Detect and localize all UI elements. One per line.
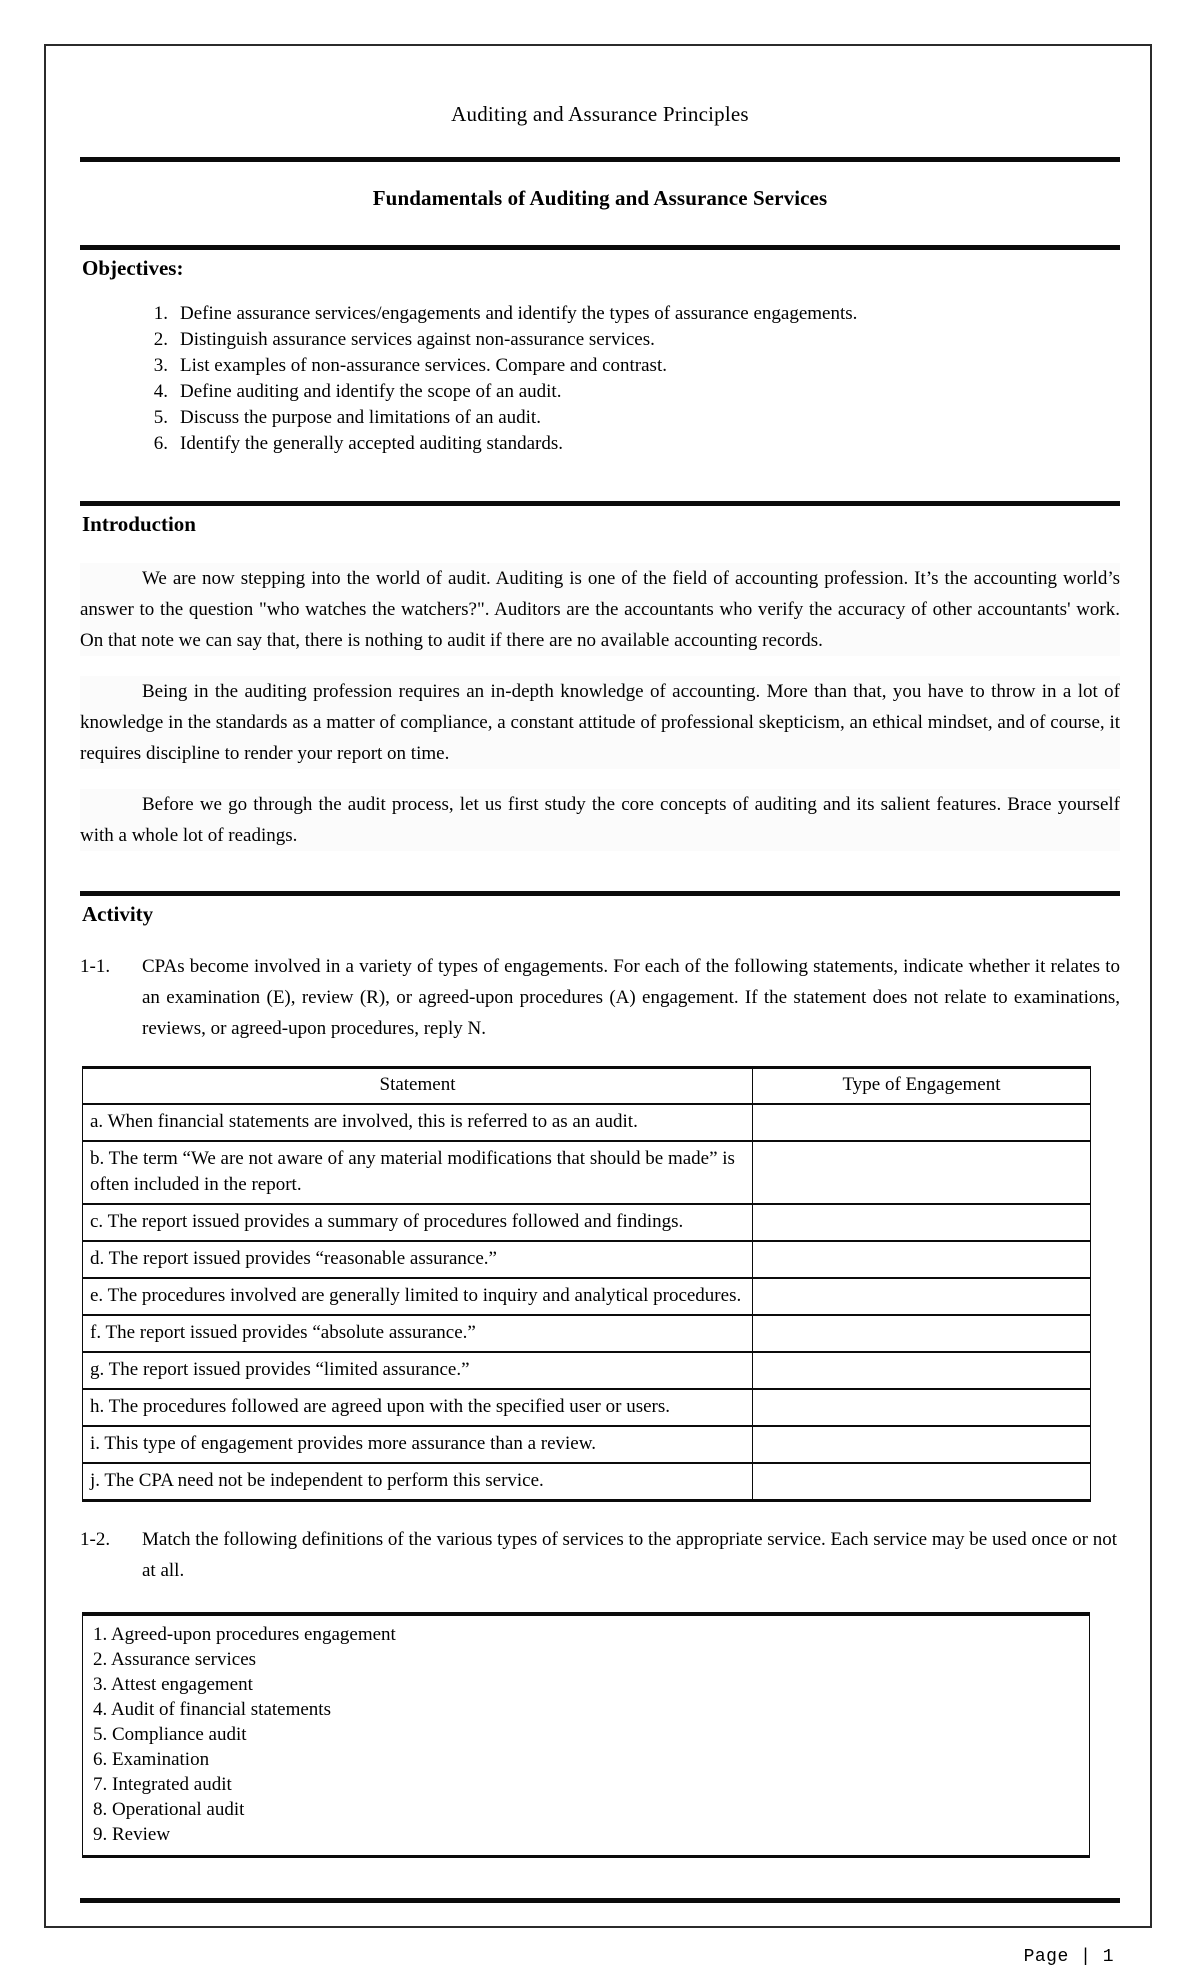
- statement-cell: d. The report issued provides “reasonable assurance.”: [83, 1241, 753, 1278]
- list-number: 2.: [153, 329, 168, 350]
- table-header-row: [83, 1068, 1091, 1105]
- table-row: [83, 1426, 1091, 1463]
- statement-cell: e. The procedures involved are generally limited to inquiry and analytical procedures.: [83, 1278, 753, 1315]
- answer-cell[interactable]: [753, 1389, 1091, 1426]
- answer-cell[interactable]: [753, 1278, 1091, 1315]
- page-content: [80, 94, 1120, 1967]
- statement-cell: b. The term “We are not aware of any material modifications that should be made” is often included in the report.: [83, 1141, 753, 1204]
- list-item: 1. Agreed-upon procedures engagement: [93, 1624, 396, 1645]
- answer-cell[interactable]: [753, 1141, 1091, 1204]
- page-number: Page | 1: [1023, 1947, 1114, 1967]
- list-number: 5.: [153, 407, 168, 428]
- table-row: [83, 1315, 1091, 1352]
- table-row: [83, 1241, 1091, 1278]
- list-text: Discuss the purpose and limitations of an audit.: [180, 407, 541, 428]
- answer-cell[interactable]: [753, 1104, 1091, 1141]
- list-item: 2. Assurance services: [93, 1649, 257, 1670]
- list-number: 4.: [153, 381, 168, 402]
- list-number: 3.: [153, 355, 168, 376]
- list-item: 5. Compliance audit: [93, 1724, 247, 1745]
- answer-cell[interactable]: [753, 1352, 1091, 1389]
- list-item: 9. Review: [93, 1824, 171, 1845]
- table-row: [83, 1104, 1091, 1141]
- activity-number: 1-1.: [80, 956, 111, 977]
- page-border: [44, 44, 1152, 1967]
- list-number: 1.: [153, 303, 168, 324]
- list-item: [138, 431, 1120, 457]
- column-header-statement: Statement: [83, 1068, 753, 1105]
- activity-text: Match the following definitions of the various types of services to the appropriate service. Each service may be used once or not at all.: [142, 1529, 1118, 1581]
- statement-cell: j. The CPA need not be independent to perform this service.: [83, 1463, 753, 1501]
- intro-paragraph-1: We are now stepping into the world of audit. Auditing is one of the field of accounting profession. It’s the accounting world’s answer to the question "who watches the watchers?". Auditors are the accountants who verify the accuracy of other accountants' work. On that note we can say that, there is nothing to audit if there are no available accounting records.: [80, 563, 1120, 656]
- list-item: [138, 301, 1120, 327]
- activity-text: CPAs become involved in a variety of types of engagements. For each of the following statements, indicate whether it relates to an examination (E), review (R), or agreed-upon procedures (A) engagement. If the statement does not relate to examinations, reviews, or agreed-upon procedures, reply N.: [142, 956, 1120, 1039]
- intro-paragraph-3: Before we go through the audit process, let us first study the core concepts of auditing and its salient features. Brace yourself with a whole lot of readings.: [80, 789, 1120, 851]
- list-text: Distinguish assurance services against non-assurance services.: [180, 329, 655, 350]
- activity-item-1-1: [80, 951, 1120, 1044]
- statement-cell: f. The report issued provides “absolute assurance.”: [83, 1315, 753, 1352]
- statement-cell: g. The report issued provides “limited assurance.”: [83, 1352, 753, 1389]
- table-row: [83, 1389, 1091, 1426]
- list-number: 6.: [153, 433, 168, 454]
- list-item: 6. Examination: [93, 1749, 210, 1770]
- objectives-heading: Objectives:: [82, 256, 184, 280]
- activity-item-1-2: [80, 1524, 1120, 1586]
- document-title: Fundamentals of Auditing and Assurance Services: [372, 186, 828, 210]
- table-row: [83, 1278, 1091, 1315]
- statement-cell: c. The report issued provides a summary of procedures followed and findings.: [83, 1204, 753, 1241]
- introduction-heading: Introduction: [82, 512, 196, 536]
- list-item: [138, 327, 1120, 353]
- list-item: 7. Integrated audit: [93, 1774, 232, 1795]
- running-header: Auditing and Assurance Principles: [451, 102, 749, 126]
- table-row: [83, 1463, 1091, 1501]
- services-list-box: [82, 1612, 1090, 1858]
- answer-cell[interactable]: [753, 1315, 1091, 1352]
- answer-cell[interactable]: [753, 1241, 1091, 1278]
- table-row: [83, 1204, 1091, 1241]
- objectives-list: [80, 301, 1120, 457]
- activity-heading: Activity: [82, 902, 154, 926]
- list-item: 8. Operational audit: [93, 1799, 245, 1820]
- list-item: 3. Attest engagement: [93, 1674, 253, 1695]
- list-item: [138, 379, 1120, 405]
- list-item: [138, 353, 1120, 379]
- list-text: Define assurance services/engagements and identify the types of assurance engagements.: [180, 303, 858, 324]
- intro-paragraph-2: Being in the auditing profession requires an in-depth knowledge of accounting. More than that, you have to throw in a lot of knowledge in the standards as a matter of compliance, a constant attitude of professional skepticism, an ethical mindset, and of course, it requires discipline to render your report on time.: [80, 676, 1120, 769]
- statement-cell: a. When financial statements are involved, this is referred to as an audit.: [83, 1104, 753, 1141]
- table-row: [83, 1141, 1091, 1204]
- statement-cell: i. This type of engagement provides more assurance than a review.: [83, 1426, 753, 1463]
- statement-table: [82, 1066, 1091, 1502]
- list-item: [138, 405, 1120, 431]
- list-text: List examples of non-assurance services. Compare and contrast.: [180, 355, 667, 376]
- list-item: 4. Audit of financial statements: [93, 1699, 331, 1720]
- answer-cell[interactable]: [753, 1204, 1091, 1241]
- list-text: Define auditing and identify the scope of an audit.: [180, 381, 562, 402]
- statement-cell: h. The procedures followed are agreed upon with the specified user or users.: [83, 1389, 753, 1426]
- activity-number: 1-2.: [80, 1529, 111, 1550]
- list-text: Identify the generally accepted auditing standards.: [180, 433, 564, 454]
- column-header-type: Type of Engagement: [753, 1068, 1091, 1105]
- answer-cell[interactable]: [753, 1426, 1091, 1463]
- table-row: [83, 1352, 1091, 1389]
- answer-cell[interactable]: [753, 1463, 1091, 1501]
